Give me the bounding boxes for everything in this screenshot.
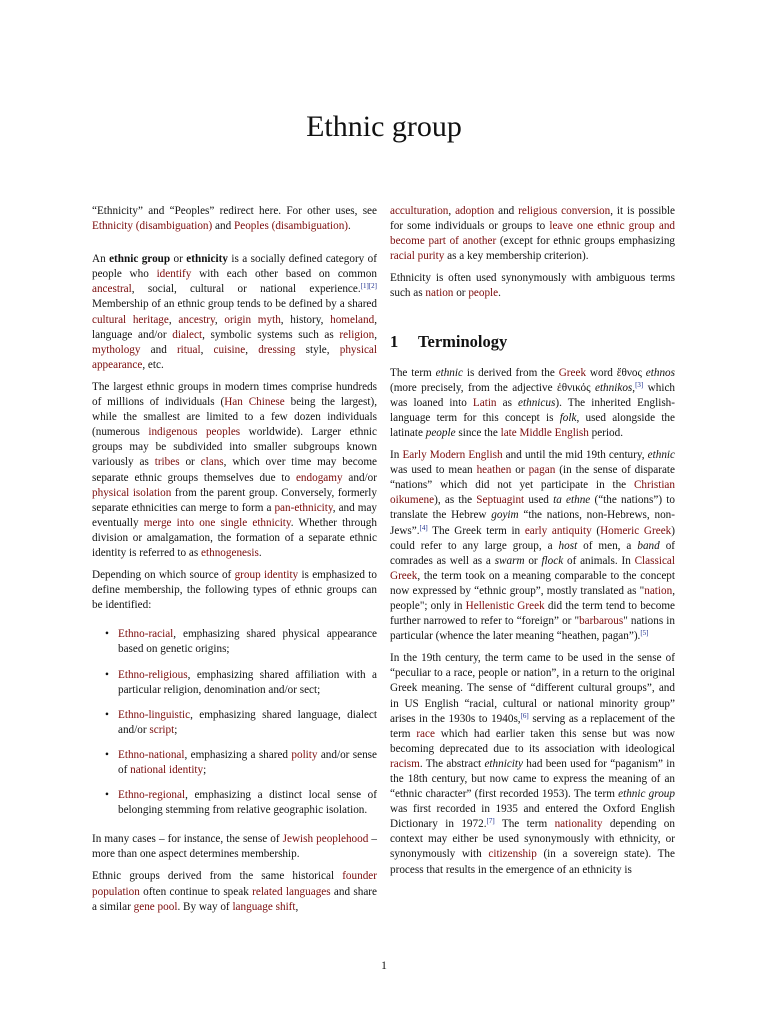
link-leave-one-ethnic-group[interactable]: leave one ethnic group and become part of another <box>390 220 676 248</box>
depending-paragraph <box>92 568 377 613</box>
text: is emphasized to define membership, the following types of ethnic groups can be identified: <box>92 569 377 612</box>
bullet-icon: • <box>105 748 109 761</box>
bold-term: ethnicity <box>186 253 228 266</box>
text: , <box>448 205 456 217</box>
link-identify[interactable]: identify <box>156 268 192 281</box>
synonym-paragraph <box>390 271 675 301</box>
text: In many cases – for instance, the sense of <box>92 833 283 846</box>
text: “the nations, non-Hebrews, non-Jews”. <box>390 509 675 537</box>
text: and <box>494 205 519 217</box>
bullet-icon: • <box>105 628 109 641</box>
link-homeric-greek[interactable]: Homeric Greek <box>600 524 672 537</box>
bold-term: ethnic group <box>109 253 171 266</box>
link-ethno-regional[interactable]: Ethno-regional <box>118 789 186 802</box>
derived-paragraph-start <box>92 869 377 914</box>
text: , <box>168 313 179 326</box>
link-nation-2[interactable]: nation <box>644 584 673 597</box>
link-origin-myth[interactable]: origin myth <box>224 313 281 326</box>
terminology-paragraph-2 <box>390 448 675 644</box>
link-heathen[interactable]: heathen <box>476 464 512 477</box>
italic-term: folk <box>559 411 577 424</box>
link-ethno-racial[interactable]: Ethno-racial <box>118 628 174 641</box>
list-item <box>105 627 377 657</box>
link-homeland[interactable]: homeland <box>330 313 375 326</box>
link-septuagint[interactable]: Septuagint <box>476 494 525 507</box>
link-greek[interactable]: Greek <box>558 366 587 379</box>
section-title: Terminology <box>418 331 508 351</box>
list-item <box>105 668 377 698</box>
text: In <box>390 449 403 462</box>
text: or <box>524 554 542 567</box>
link-cuisine[interactable]: cuisine <box>213 343 246 356</box>
link-merge-into-one-ethnicity[interactable]: merge into one single ethnicity <box>143 516 291 529</box>
text: , people"; only in <box>390 584 675 612</box>
link-citizenship[interactable]: citizenship <box>488 848 537 861</box>
link-early-modern-english[interactable]: Early Modern English <box>402 449 503 462</box>
link-polity[interactable]: polity <box>291 748 318 761</box>
italic-term: ta ethne <box>553 494 591 507</box>
derived-paragraph-end <box>390 204 675 264</box>
text: An <box>92 253 110 266</box>
link-founder-population[interactable]: founder population <box>92 870 377 898</box>
text: of animals. In <box>563 554 635 567</box>
terminology-paragraph-1 <box>390 366 675 441</box>
text: , <box>245 343 259 356</box>
list-item <box>105 708 377 738</box>
link-cultural-heritage[interactable]: cultural heritage <box>92 313 169 326</box>
reference-link[interactable]: [1][2] <box>360 282 377 291</box>
text: , the term took on a meaning comparable to the concept now expressed by “ethnic group”, mostly translated as " <box>390 569 675 597</box>
link-script[interactable]: script <box>149 723 175 736</box>
text: , emphasizing a distinct local sense of belonging stemming from relative geographic isolation. <box>118 789 377 817</box>
link-related-languages[interactable]: related languages <box>252 885 331 898</box>
italic-term: goyim <box>491 509 519 522</box>
link-mythology[interactable]: mythology <box>92 343 141 356</box>
link-jewish-peoplehood[interactable]: Jewish peoplehood <box>282 833 369 846</box>
link-ethno-linguistic[interactable]: Ethno-linguistic <box>118 708 191 721</box>
text: . <box>258 546 262 559</box>
bullet-icon: • <box>105 789 109 802</box>
text: , <box>374 328 378 341</box>
greek-word: ἐθνικός <box>557 381 591 394</box>
italic-term: ethnos <box>645 366 675 379</box>
link-nationality[interactable]: nationality <box>554 818 603 831</box>
text: , it is possible for some individuals or groups to <box>390 205 675 233</box>
hatnote <box>92 204 377 234</box>
link-indigenous-peoples[interactable]: indigenous peoples <box>148 426 241 439</box>
link-language-shift[interactable]: language shift <box>232 900 296 913</box>
text: ; <box>174 723 178 736</box>
text: , and may eventually <box>92 501 377 529</box>
text: The term <box>390 366 436 379</box>
text: was first recorded in 1935 and entered the Oxford English Dictionary in 1972. <box>390 803 675 831</box>
italic-term: ethnicity <box>484 757 523 770</box>
link-ancestry[interactable]: ancestry <box>178 313 215 326</box>
link-dressing[interactable]: dressing <box>258 343 296 356</box>
terminology-paragraph-3 <box>390 651 675 877</box>
list-item <box>105 788 377 818</box>
italic-term: ethnic group <box>618 788 675 801</box>
left-column <box>92 204 377 922</box>
link-group-identity[interactable]: group identity <box>234 569 299 582</box>
text: ) could refer to any large group, a <box>390 524 675 552</box>
text: often continue to speak <box>139 885 253 898</box>
text: , <box>295 900 299 913</box>
greek-word: ἔθνος <box>616 366 642 379</box>
link-people[interactable]: people <box>468 287 499 300</box>
italic-term: flock <box>541 554 564 567</box>
link-racial-purity[interactable]: racial purity <box>390 250 445 263</box>
italic-term: host <box>558 539 578 552</box>
text: . The abstract <box>419 757 485 770</box>
link-han-chinese[interactable]: Han Chinese <box>224 396 285 409</box>
text: with each other based on common <box>191 268 377 281</box>
text: (in a sovereign state). The process that results in the emergence of an ethnicity is <box>390 848 675 876</box>
text: from the parent group. Conversely, formerly separate ethnicities can merge to form a <box>92 486 377 514</box>
text: or <box>170 253 187 266</box>
link-gene-pool[interactable]: gene pool <box>133 900 178 913</box>
text: and <box>140 343 177 356</box>
ethnic-group-types-list <box>92 627 377 818</box>
link-acculturation[interactable]: acculturation <box>390 205 449 217</box>
right-column <box>390 204 675 885</box>
text: worldwide). Larger ethnic groups may be subdivided into smaller subgroups known variously as <box>92 426 377 469</box>
link-racism[interactable]: racism <box>390 757 420 770</box>
text: Ethnic groups derived from the same historical <box>92 870 343 883</box>
intro-paragraph <box>92 252 377 373</box>
text: depending on context may either be used synonymously with ethnicity, or synonymously with <box>390 818 675 861</box>
link-early-antiquity[interactable]: early antiquity <box>524 524 592 537</box>
link-religion[interactable]: religion <box>339 328 375 341</box>
text: The Greek term in <box>427 524 525 537</box>
text: , emphasizing a shared <box>184 748 292 761</box>
reference-link[interactable]: [6] <box>520 711 529 720</box>
text: ( <box>591 524 601 537</box>
text: , used alongside the latinate <box>390 411 675 439</box>
list-item <box>105 748 377 778</box>
text: was used to mean <box>390 464 477 477</box>
text: Membership of an ethnic group tends to be defined by a shared <box>92 298 377 311</box>
text: which was loaned into <box>390 381 676 409</box>
text: , language and/or <box>92 313 378 341</box>
text: and/or sense of <box>118 748 377 776</box>
text: ; <box>203 764 207 776</box>
text: , emphasizing shared language, dialect and/or <box>118 708 377 736</box>
link-classical-greek[interactable]: Classical Greek <box>390 554 675 582</box>
text: serving as a replacement of the term <box>390 712 675 740</box>
link-physical-isolation[interactable]: physical isolation <box>92 486 172 499</box>
link-tribes[interactable]: tribes <box>154 456 180 469</box>
text: , emphasizing shared physical appearance based on genetic origins; <box>118 628 377 656</box>
text: as <box>496 396 519 409</box>
text: , etc. <box>142 358 164 371</box>
reference-link[interactable]: [3] <box>635 380 644 389</box>
text: The largest ethnic groups in modern times comprise hundreds of millions of individuals ( <box>92 380 377 409</box>
link-nation[interactable]: nation <box>425 287 454 300</box>
link-ethno-religious[interactable]: Ethno-religious <box>118 668 188 681</box>
link-physical-appearance[interactable]: physical appearance <box>92 343 378 371</box>
text: style, <box>295 343 340 356</box>
text: is a socially defined category of people who <box>92 253 377 281</box>
link-religious-conversion[interactable]: religious conversion <box>518 205 611 217</box>
text: The term <box>494 818 555 831</box>
link-national-identity[interactable]: national identity <box>130 764 204 776</box>
italic-term: ethnicus <box>518 396 556 409</box>
text: , <box>632 381 636 394</box>
link-clans[interactable]: clans <box>200 456 224 469</box>
text: , symbolic systems such as <box>202 328 340 341</box>
text: and until the mid 19th century, <box>502 449 648 462</box>
text: of men, a <box>577 539 638 552</box>
text: had been used for “paganism” in the 18th century, but now came to express the meaning of an “ethnic character” (first recorded 1953). The term <box>390 757 675 801</box>
text: period. <box>588 426 624 439</box>
text: . <box>498 287 501 300</box>
link-late-middle-english[interactable]: late Middle English <box>500 426 589 439</box>
italic-term: band <box>637 539 660 552</box>
bullet-icon: • <box>105 708 109 721</box>
text: “Ethnicity” and “Peoples” redirect here. For other uses, see <box>92 205 377 217</box>
bullet-icon: • <box>105 668 109 681</box>
link-ethno-national[interactable]: Ethno-national <box>118 748 185 761</box>
section-heading-terminology <box>390 332 675 352</box>
text: since the <box>455 426 501 439</box>
link-race[interactable]: race <box>416 727 435 740</box>
italic-term: ethnic <box>647 449 675 462</box>
text: being the largest), while the smallest are limited to a few dozen individuals (numerous <box>92 396 377 439</box>
reference-link[interactable]: [4] <box>419 523 428 532</box>
link-pan-ethnicity[interactable]: pan-ethnicity <box>274 501 333 514</box>
text: is derived from the <box>462 366 559 379</box>
text: (“the nations”) to translate the Hebrew <box>390 494 675 522</box>
page-number: 1 <box>381 960 387 972</box>
largest-groups-paragraph <box>92 380 377 561</box>
many-cases-paragraph <box>92 832 377 862</box>
text: . By way of <box>177 900 233 913</box>
text: . Whether through division or amalgamation, the formation of a separate ethnic identity is referred to as <box>92 516 377 559</box>
page-title: Ethnic group <box>306 110 462 143</box>
text: " nations in particular (whence the later meaning “heathen, pagan”). <box>390 615 675 643</box>
text: , social, cultural or national experience. <box>131 283 361 296</box>
italic-term: ethnikos <box>594 381 633 394</box>
text: did the term tend to become further narrowed to refer to “foreign” or " <box>390 599 675 628</box>
link-latin[interactable]: Latin <box>472 396 497 409</box>
text: ), as the <box>434 494 477 507</box>
text: as a key membership criterion). <box>444 250 589 263</box>
text: , <box>200 343 214 356</box>
text: , <box>214 313 225 326</box>
link-ancestral[interactable]: ancestral <box>92 283 132 296</box>
italic-term: swarm <box>494 554 525 567</box>
link-dialect[interactable]: dialect <box>172 328 203 341</box>
link-hellenistic-greek[interactable]: Hellenistic Greek <box>465 599 545 612</box>
link-pagan[interactable]: pagan <box>528 464 556 477</box>
reference-link[interactable]: [5] <box>640 629 649 638</box>
text: Depending on which source of <box>92 569 235 582</box>
text: or <box>179 456 201 469</box>
text: and share a similar <box>92 885 377 913</box>
text: Ethnicity is often used synonymously with ambiguous terms such as <box>390 272 675 300</box>
text: , history, <box>280 313 331 326</box>
text: , emphasizing shared affiliation with a particular religion, denomination and/or sect; <box>118 668 377 696</box>
section-number: 1 <box>390 331 399 351</box>
text: , which over time may become separate ethnic groups themselves due to <box>92 456 377 484</box>
text: which had earlier taken this sense but was now becoming deprecated due to its association with ideological <box>390 727 675 755</box>
text: of comrades as well as a <box>390 539 676 567</box>
text: word <box>586 366 617 379</box>
text: or <box>511 464 529 477</box>
text: – more than one aspect determines membership. <box>92 833 377 861</box>
link-ethnicity-disambiguation[interactable]: Ethnicity (disambiguation) <box>92 220 213 233</box>
link-ritual[interactable]: ritual <box>176 343 201 356</box>
reference-link[interactable]: [7] <box>486 817 495 826</box>
link-adoption[interactable]: adoption <box>455 205 495 217</box>
text: . <box>348 220 351 233</box>
italic-term: ethnic <box>435 366 463 379</box>
italic-term: people <box>425 426 456 439</box>
text: and/or <box>342 471 377 484</box>
link-ethnogenesis[interactable]: ethnogenesis <box>201 546 259 559</box>
link-christian-oikumene[interactable]: Christian oikumene <box>390 479 675 507</box>
text: In the 19th century, the term came to be used in the sense of “peculiar to a race, people or nation”, in a return to the original Greek meaning. The sense of “different cultural groups”, and in US English “racial, cultural or national minority group” arises in the 1930s to 1940s, <box>390 652 675 725</box>
link-peoples-disambiguation[interactable]: Peoples (disambiguation) <box>234 220 349 233</box>
text: ). The inherited English-language term for this concept is <box>390 396 676 424</box>
link-barbarous[interactable]: barbarous <box>579 615 624 628</box>
text: and <box>212 220 234 233</box>
text: used <box>524 494 554 507</box>
text: (in the sense of disparate “nations” which did not yet participate in the <box>390 464 675 492</box>
text: (more precisely, from the adjective <box>390 381 558 394</box>
text: or <box>453 287 469 300</box>
link-endogamy[interactable]: endogamy <box>295 471 343 484</box>
text: (except for ethnic groups emphasizing <box>496 235 676 248</box>
